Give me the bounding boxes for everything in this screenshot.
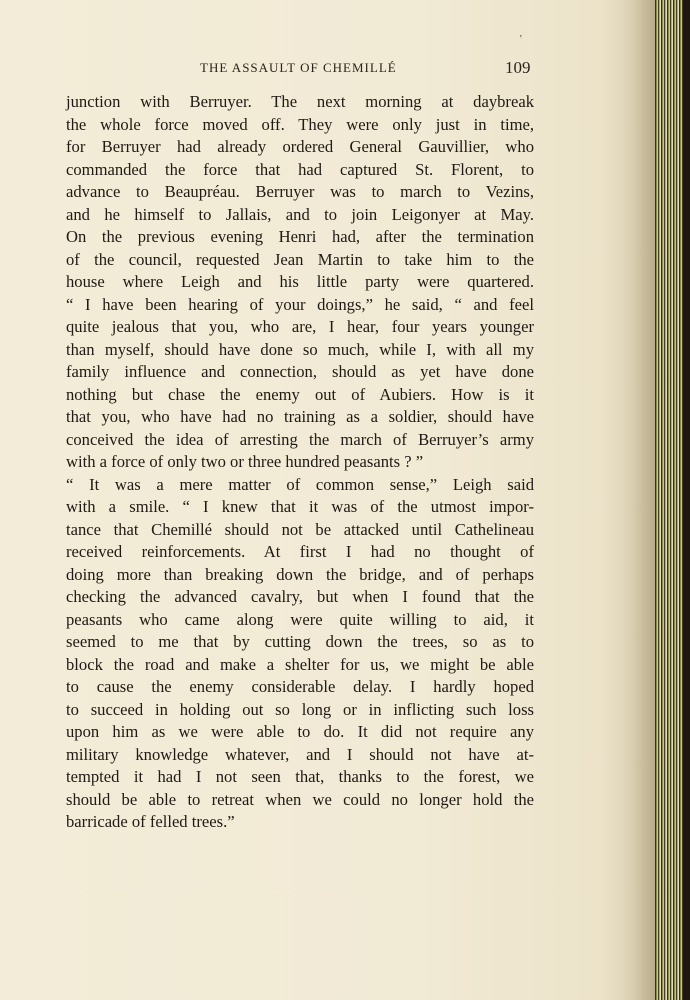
page-number: 109 <box>505 58 531 77</box>
text-line: and he himself to Jallais, and to join Leigonyer at May. <box>66 204 534 224</box>
text-line: checking the advanced cavalry, but when I found that the <box>66 587 534 606</box>
text-line: the whole force moved off. They were only just in time, <box>66 114 534 134</box>
text-line: tempted it had I not seen that, thanks to the forest, we <box>66 767 534 786</box>
text-line: should be able to retreat when we could no longer hold the <box>66 789 534 809</box>
text-line: “ I have been hearing of your doings,” he said, “ and feel <box>66 294 534 314</box>
page-fold-shadow <box>600 0 655 1000</box>
text-line: house where Leigh and his little party were quartered. <box>66 272 534 291</box>
text-line: peasants who came along were quite willing to aid, it <box>66 609 534 629</box>
text-line: seemed to me that by cutting down the trees, so as to <box>66 632 534 651</box>
text-line: quite jealous that you, who are, I hear, four years younger <box>66 317 534 336</box>
text-line: barricade of felled trees.” <box>66 812 235 831</box>
text-line: for Berruyer had already ordered General Gauvillier, who <box>66 137 534 156</box>
text-line: of the council, requested Jean Martin to take him to the <box>66 249 534 269</box>
text-line: tance that Chemillé should not be attacked until Cathelineau <box>66 519 534 539</box>
text-line: with a smile. “ I knew that it was of the utmost impor- <box>66 497 534 516</box>
text-line: block the road and make a shelter for us, we might be able <box>66 654 534 674</box>
text-line: family influence and connection, should as yet have done <box>66 362 534 381</box>
text-line: conceived the idea of arresting the march of Berruyer’s army <box>66 429 534 449</box>
text-line: junction with Berruyer. The next morning at daybreak <box>66 92 534 111</box>
text-line: than myself, should have done so much, while I, with all my <box>66 339 534 359</box>
text-line: On the previous evening Henri had, after the termination <box>66 227 534 246</box>
text-line: doing more than breaking down the bridge, and of perhaps <box>66 564 534 584</box>
text-line: advance to Beaupréau. Berruyer was to march to Vezins, <box>66 182 534 201</box>
body-text <box>66 91 534 834</box>
text-line: commanded the force that had captured St. Florent, to <box>66 159 534 179</box>
text-line: nothing but chase the enemy out of Aubiers. How is it <box>66 384 534 404</box>
running-title: THE ASSAULT OF CHEMILLÉ <box>200 60 397 75</box>
text-line: received reinforcements. At first I had no thought of <box>66 542 534 561</box>
text-line: military knowledge whatever, and I should not have at- <box>66 744 534 764</box>
book-edge-shadow <box>683 0 690 1000</box>
text-line: “ It was a mere matter of common sense,” Leigh said <box>66 474 534 494</box>
text-line: with a force of only two or three hundred peasants ? ” <box>66 452 424 471</box>
page-tick-mark: ' <box>520 34 522 45</box>
text-line: upon him as we were able to do. It did not require any <box>66 722 534 741</box>
text-line: that you, who have had no training as a soldier, should have <box>66 407 534 426</box>
text-line: to succeed in holding out so long or in inflicting such loss <box>66 699 534 719</box>
text-line: to cause the enemy considerable delay. I hardly hoped <box>66 677 534 696</box>
